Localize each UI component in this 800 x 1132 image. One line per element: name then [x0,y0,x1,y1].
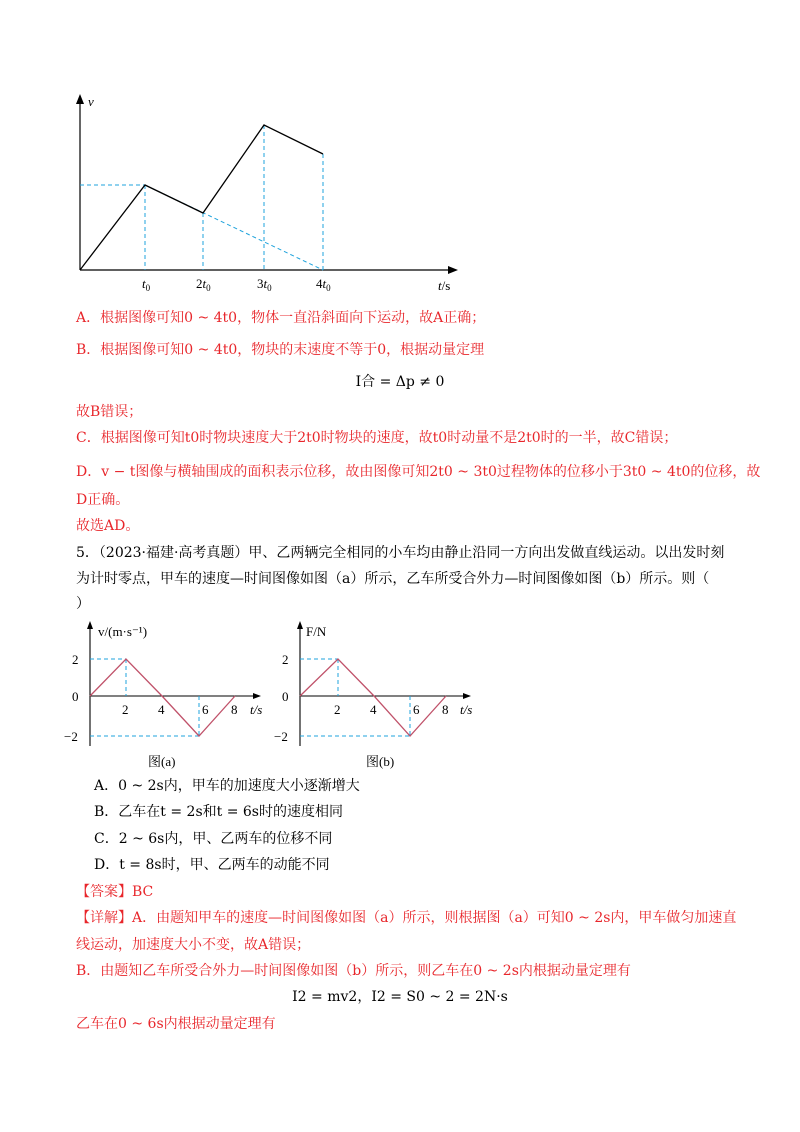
fig-b-y-label: F/N [306,624,327,639]
question5-option-a: A．0 ~ 2s内，甲车的加速度大小逐渐增大 [94,778,360,794]
tick-4t0: $4t_0$ [316,276,331,293]
t-axis-arrow [448,266,458,274]
fig-a-y-label: v/(m·s⁻¹) [98,624,148,639]
fig-a-caption: 图(a) [148,754,176,769]
fig-b-ytick-2: 2 [282,652,289,667]
fig-b-x-arrow [463,693,471,699]
fig-a-x-label: t/s [250,702,263,717]
fig-a-ytick-0: 0 [72,689,79,704]
fig-b-ytick-0: 0 [282,689,289,704]
solution-option-b-end: 故B错误； [76,404,143,420]
solution-option-c: C．根据图像可知t0时物块速度大于2t0时物块的速度，故t0时动量不是2t0时的一半，故C错误； [76,430,678,446]
fig-a-x-arrow [253,693,261,699]
vt-graph [60,90,480,300]
answer5-answer: 【答案】BC [76,884,154,900]
figure-b-ft-graph [270,618,490,773]
fig-b-y-arrow [297,621,303,629]
answer5-impulse-formula: I2 = mv2，I2 = S0 ~ 2 = 2N·s [292,989,508,1005]
answer5-option-b-line2: 乙车在0 ~ 6s内根据动量定理有 [76,1016,276,1032]
fig-a-xtick-8: 8 [231,702,238,717]
solution-option-a: A．根据图像可知0 ~ 4t0，物体一直沿斜面向下运动，故A正确； [76,310,486,326]
question5-option-b: B．乙车在t = 2s和t = 6s时的速度相同 [94,804,343,820]
fig-b-xtick-8: 8 [442,702,449,717]
fig-a-ytick-neg2: −2 [64,729,78,744]
fig-b-force-curve [300,659,446,736]
fig-a-y-arrow [87,621,93,629]
solution-option-b: B．根据图像可知0 ~ 4t0，物块的末速度不等于0，根据动量定理 [76,342,485,358]
tick-t0: $t_0$ [142,276,151,293]
answer5-option-b-line1: B．由题知乙车所受合外力—时间图像如图（b）所示，则乙车在0 ~ 2s内根据动量定理有 [76,963,631,979]
question5-stem-line1: 5．（2023·福建·高考真题）甲、乙两辆完全相同的小车均由静止沿同一方向出发做直线运动。以出发时刻 [76,545,725,561]
question5-stem-line3: ） [76,596,90,612]
question5-stem-line2: 为计时零点，甲车的速度—时间图像如图（a）所示，乙车所受合外力—时间图像如图（b）所示。则（ [76,571,710,587]
fig-b-xtick-4: 4 [370,702,377,717]
velocity-curve [80,125,323,270]
solution-option-d-line1: D．v − t图像与横轴围成的面积表示位移，故由图像可知2t0 ~ 3t0过程物体的位移小于3t0 ~ 4t0的位移，故 [76,464,761,480]
fig-a-xtick-4: 4 [158,702,165,717]
answer5-detail-line2: 线运动，加速度大小不变，故A错误； [76,937,311,953]
fig-b-x-label: t/s [460,702,473,717]
fig-b-xtick-2: 2 [334,702,341,717]
t-axis-label: t/s [438,278,451,293]
fig-a-ytick-2: 2 [72,652,79,667]
fig-a-xtick-2: 2 [122,702,129,717]
fig-b-xtick-6: 6 [413,702,420,717]
v-axis-arrow [76,94,84,104]
solution-option-d-line2: D正确。 [76,492,130,508]
fig-a-velocity-curve [90,659,235,736]
tick-2t0: $2t_0$ [196,276,211,293]
momentum-theorem-formula: I合 = Δp ≠ 0 [355,374,445,390]
solution-conclusion: 故选AD。 [76,518,140,534]
answer5-detail-line1: 【详解】A．由题知甲车的速度—时间图像如图（a）所示，则根据图（a）可知0 ~ 2s内，甲车做匀加速直 [76,910,737,926]
fig-b-ytick-neg2: −2 [274,729,288,744]
fig-a-xtick-6: 6 [202,702,209,717]
figure-a-vt-graph [60,618,280,773]
question5-option-d: D．t = 8s时，甲、乙两车的动能不同 [94,857,330,873]
v-axis-label: v [88,94,94,109]
question5-option-c: C．2 ~ 6s内，甲、乙两车的位移不同 [94,831,333,847]
tick-3t0: $3t_0$ [257,276,272,293]
fig-b-caption: 图(b) [366,754,395,769]
